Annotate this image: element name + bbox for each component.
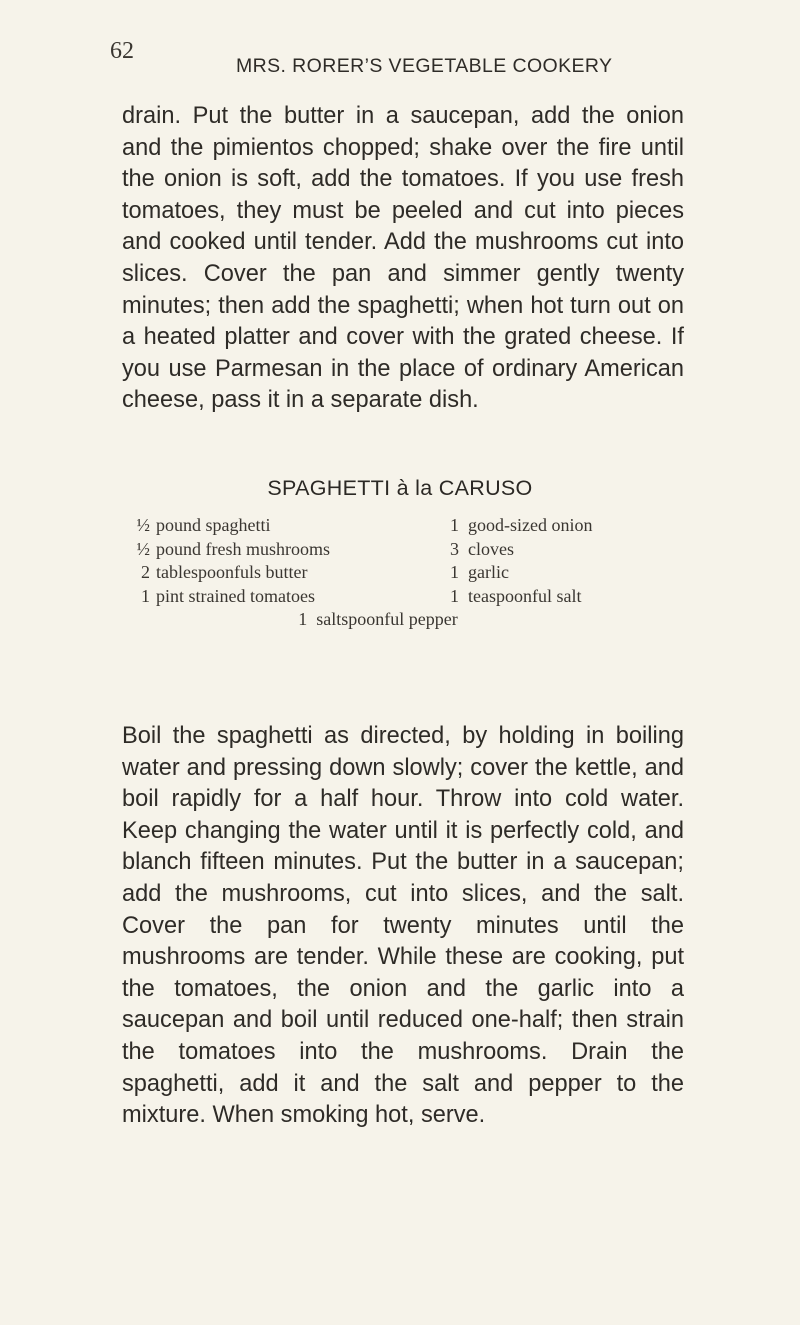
ingredient-quantity: 1 (450, 515, 459, 535)
ingredient-left (128, 538, 450, 562)
ingredient-quantity: ½ (136, 515, 150, 535)
recipe-title: SPAGHETTI à la CARUSO (267, 476, 533, 500)
ingredient-quantity: 2 (141, 562, 150, 582)
ingredient-right (450, 561, 509, 585)
ingredient-right (450, 514, 592, 538)
ingredient-item: garlic (468, 562, 509, 582)
ingredient-left (128, 561, 450, 585)
ingredient-row-final (128, 608, 688, 632)
paragraph-continuation: drain. Put the butter in a saucepan, add the onion and the pimientos chopped; shake over the fire until the onion is soft, add the tomatoes. If you use fresh tomatoes, they must be peeled and cut into pieces and cooked until tender. Add the mushrooms cut into slices. Cover the pan and simmer gently twenty minutes; then add the spaghetti; when hot turn out on a heated platter and cover with the grated cheese. If you use Parmesan in the place of ordinary American cheese, pass it in a separate dish. (122, 103, 684, 414)
ingredient-quantity: 1 (298, 609, 308, 629)
ingredient-item: pound spaghetti (156, 515, 271, 535)
ingredient-item: pint strained tomatoes (156, 585, 315, 606)
ingredient-row (128, 514, 688, 538)
ingredient-left (128, 514, 450, 538)
ingredient-quantity: 3 (450, 538, 459, 559)
ingredient-row (128, 561, 688, 585)
ingredient-quantity: 1 (450, 562, 459, 582)
running-head: MRS. RORER’S VEGETABLE COOKERY (236, 55, 613, 77)
ingredient-item: tablespoonfuls butter (156, 562, 308, 582)
ingredient-quantity: 1 (141, 585, 150, 606)
ingredient-item: cloves (468, 538, 514, 559)
ingredient-item: pound fresh mushrooms (156, 538, 330, 559)
ingredient-quantity: 1 (450, 585, 459, 606)
ingredient-quantity: ½ (136, 538, 150, 559)
ingredient-centered (128, 608, 628, 632)
ingredient-item: saltspoonful pepper (316, 609, 458, 629)
ingredient-item: teaspoonful salt (468, 585, 582, 606)
page-number: 62 (110, 38, 134, 64)
ingredient-right (450, 538, 514, 562)
ingredient-list (128, 514, 688, 632)
ingredient-row (128, 538, 688, 562)
ingredient-right (450, 585, 581, 609)
recipe-instructions: Boil the spaghetti as directed, by holding in boiling water and pressing down slowly; cover the kettle, and boil rapidly for a half hour. Throw into cold water. Keep changing the water until it is perfectly cold, and blanch fifteen minutes. Put the butter in a saucepan; add the mushrooms, cut into slices, and the salt. Cover the pan for twenty minutes until the mushrooms are tender. While these are cooking, put the tomatoes, the onion and the garlic into a saucepan and boil until reduced one-half; then strain the tomatoes into the mushrooms. Drain the spaghetti, add it and the salt and pepper to the mixture. When smoking hot, serve. (122, 723, 684, 1129)
ingredient-left (128, 585, 450, 609)
ingredient-item: good-sized onion (468, 515, 593, 535)
ingredient-row (128, 585, 688, 609)
